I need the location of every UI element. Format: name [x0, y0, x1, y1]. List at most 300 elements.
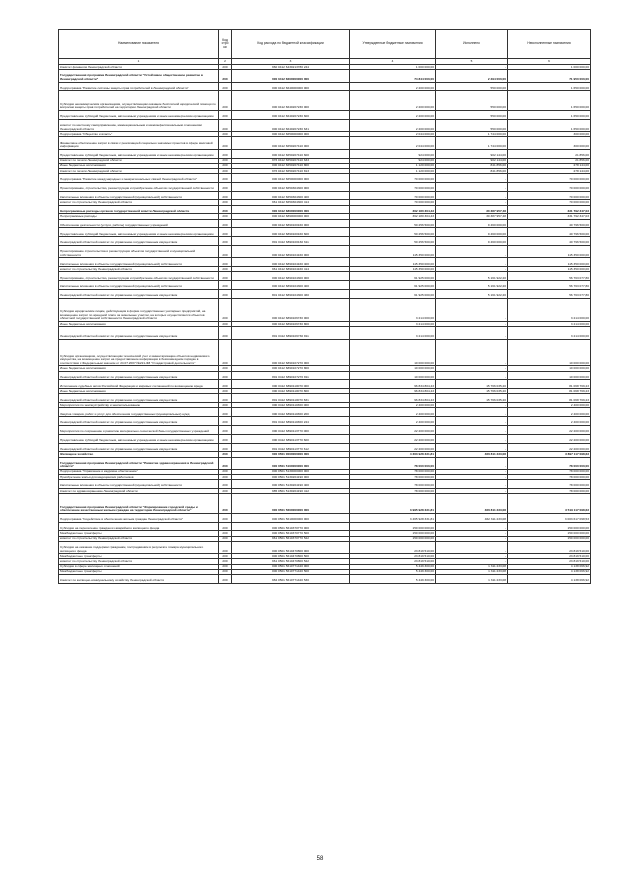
row-name: Предоставление субсидий бюджетным, автономным учреждениям и иным некоммерческим организациям [59, 149, 219, 158]
row-name: Ленинградский областной комитет по управлению государственным имуществом [59, 394, 219, 403]
row-executed: 9 460 000,00 [436, 228, 508, 237]
row-code: 200 [219, 200, 232, 205]
column-index: 5 [436, 59, 508, 65]
table-row [59, 246, 591, 258]
row-executed: - [436, 182, 508, 191]
row-name: Ленинградский областной комитет по управлению государственным имуществом [59, 371, 219, 380]
table-row [59, 82, 591, 91]
row-unexecuted: 78 000 000,00 [508, 489, 591, 494]
row-approved: 61 925 000,00 [350, 290, 436, 299]
table-row [59, 417, 591, 426]
row-code: 200 [219, 70, 232, 82]
row-approved: 362 180 304,43 [350, 205, 436, 214]
row-code: 200 [219, 339, 232, 366]
row-code: 200 [219, 403, 232, 408]
report-sheet [58, 29, 590, 584]
row-executed: - [436, 258, 508, 267]
row-executed: 5 161 922,20 [436, 281, 508, 290]
row-executed: 1 311 233,08 [436, 564, 508, 569]
row-name: Непрограммные расходы органов государственной власти Ленинградской области [59, 205, 219, 214]
row-executed: 550 000,00 [436, 110, 508, 119]
row-executed: - [436, 371, 508, 380]
table-row [59, 258, 591, 267]
row-budget-code: 984 0501 5610771420 530 [232, 574, 350, 583]
row-executed: 902 144,00 [436, 158, 508, 163]
row-budget-code: 000 0501 5610370770 000 [232, 522, 350, 531]
row-code: 200 [219, 366, 232, 371]
row-unexecuted: 150 000 000,00 [508, 536, 591, 541]
row-budget-code: 000 0412 6640207230 000 [232, 91, 350, 111]
row-approved: 50 256 500,00 [350, 228, 436, 237]
row-unexecuted: 10 000 000,00 [508, 371, 591, 380]
row-approved: 10 000 000,00 [350, 371, 436, 380]
row-executed: - [436, 366, 508, 371]
row-executed: 1 311 233,08 [436, 574, 508, 583]
row-name: Приобретение жилья для медицинских работников [59, 475, 219, 480]
row-unexecuted: 1 650 000,00 [508, 82, 591, 91]
row-budget-code: 000 0501 5130204190 000 [232, 475, 350, 480]
row-budget-code: 000 0412 6890107270 800 [232, 366, 350, 371]
row-approved: 23 819 510,00 [350, 554, 436, 559]
row-approved: 96 834 804,43 [350, 380, 436, 389]
row-unexecuted: 81 068 769,23 [508, 380, 591, 389]
row-name: Капитальные вложения в объекты государственной (муниципальной) собственности [59, 281, 219, 290]
row-approved: 78 000 000,00 [350, 480, 436, 489]
row-executed: - [436, 475, 508, 480]
row-name: Комитет финансов Ленинградской области [59, 65, 219, 70]
row-unexecuted: 115 350 000,00 [508, 258, 591, 267]
row-unexecuted: 56 763 077,80 [508, 290, 591, 299]
row-code: 200 [219, 327, 232, 339]
row-approved: 23 819 510,00 [350, 559, 436, 564]
row-name: Обеспечение деятельности (услуги, работы) государственных учреждений [59, 219, 219, 228]
row-name: Мероприятия по землеустройству и землепользованию [59, 403, 219, 408]
row-name: Субсидии юридическим лицам, действующим в форме государственных унитарных предприятий, на возмещение затрат по арендной плате за земельные участки, на которых осуществляется объектов областной государственной собственности Ленинградской области [59, 298, 219, 321]
row-executed: 902 144,00 [436, 149, 508, 158]
row-code: 200 [219, 574, 232, 583]
row-executed: 2 294 000,00 [436, 70, 508, 82]
row-code: 200 [219, 137, 232, 149]
row-name: Подпрограмма "Управление и кадровое обеспечение" [59, 469, 219, 474]
row-name: Межбюджетные трансферты [59, 531, 219, 536]
row-approved: 3 214 000,00 [350, 298, 436, 321]
row-budget-code: 961 0501 5610470800 522 [232, 559, 350, 564]
row-unexecuted: 1 650 000,00 [508, 91, 591, 111]
header-executed: Исполнено [436, 30, 508, 59]
row-name: Непрограммные расходы [59, 214, 219, 219]
row-executed: 550 000,00 [436, 91, 508, 111]
table-row [59, 522, 591, 531]
row-budget-code: 960 0412 6430213780 244 [232, 65, 350, 70]
row-code: 200 [219, 174, 232, 183]
row-name: Жилищное хозяйство [59, 452, 219, 457]
row-unexecuted: 70 000 000,00 [508, 200, 591, 205]
row-unexecuted: 40 796 500,00 [508, 228, 591, 237]
row-name: Государственная программа Ленинградской области "Развитие здравоохранения в Ленинградской области" [59, 457, 219, 469]
row-name: Иные бюджетные ассигнования [59, 389, 219, 394]
row-unexecuted: 115 350 000,00 [508, 267, 591, 272]
row-approved: 115 350 000,00 [350, 258, 436, 267]
row-executed: - [436, 246, 508, 258]
row-unexecuted: 1 000 000,00 [508, 65, 591, 70]
row-approved: 115 350 000,00 [350, 246, 436, 258]
row-approved: 61 925 000,00 [350, 272, 436, 281]
row-name: Проектирование, строительство, реконструкция и приобретение объектов государственной собственности [59, 272, 219, 281]
row-code: 200 [219, 237, 232, 246]
row-executed: 841 856,00 [436, 168, 508, 173]
row-budget-code: 000 0501 5610000000 000 [232, 513, 350, 522]
row-executed: 1 744 000,00 [436, 137, 508, 149]
row-budget-code: 000 0412 6890104300 000 [232, 272, 350, 281]
row-approved: 1 120 000,00 [350, 163, 436, 168]
row-name: Предоставление субсидий бюджетным, автономным учреждениям и иным некоммерческим организациям [59, 434, 219, 443]
table-row [59, 290, 591, 299]
row-budget-code: 000 0412 6890104160 000 [232, 246, 350, 258]
table-row [59, 513, 591, 522]
row-unexecuted: 10 000 000,00 [508, 366, 591, 371]
row-budget-code: 000 0501 5610470800 500 [232, 554, 350, 559]
row-unexecuted: 70 000 000,00 [508, 174, 591, 183]
row-executed: 841 856,00 [436, 163, 508, 168]
table-row [59, 541, 591, 553]
budget-execution-table [58, 29, 591, 584]
row-name: Иные бюджетные ассигнования [59, 322, 219, 327]
row-approved: 2 044 000,00 [350, 132, 436, 137]
row-name: Субсидии в сфере жилищных отношений [59, 564, 219, 569]
row-code: 200 [219, 149, 232, 158]
row-executed: 550 000,00 [436, 119, 508, 131]
row-code: 200 [219, 65, 232, 70]
row-code: 200 [219, 91, 232, 111]
row-unexecuted: 150 000 000,00 [508, 531, 591, 536]
row-unexecuted: 22 200 000,00 [508, 425, 591, 434]
row-budget-code: 000 0412 6890104160 400 [232, 258, 350, 267]
row-code: 200 [219, 564, 232, 569]
row-name: Капитальные вложения в объекты государственной (муниципальной) собственности [59, 191, 219, 200]
row-budget-code: 000 0412 6800000000 000 [232, 205, 350, 214]
row-budget-code: 000 0412 6890104300 400 [232, 281, 350, 290]
table-row [59, 119, 591, 131]
row-unexecuted: 300 000,00 [508, 137, 591, 149]
row-code: 200 [219, 513, 232, 522]
table-row [59, 380, 591, 389]
row-executed: 466 811 233,08 [436, 452, 508, 457]
row-unexecuted: 21 856,00 [508, 149, 591, 158]
row-name: Межбюджетные трансферты [59, 569, 219, 574]
row-budget-code: 801 0412 6890107270 811 [232, 371, 350, 380]
row-budget-code: 000 0412 6650304300 000 [232, 182, 350, 191]
row-budget-code: 000 0412 6890113770 600 [232, 434, 350, 443]
row-budget-code: 801 0412 6890110360 244 [232, 417, 350, 426]
row-budget-code: 801 0412 6890113770 612 [232, 443, 350, 452]
row-budget-code: 000 0412 6650207410 800 [232, 163, 350, 168]
row-executed: - [436, 200, 508, 205]
row-code: 200 [219, 298, 232, 321]
row-executed: - [436, 522, 508, 531]
row-code: 200 [219, 158, 232, 163]
row-budget-code: 000 0412 6650000000 000 [232, 132, 350, 137]
header-approved: Утвержденные бюджетные назначения [350, 30, 436, 59]
row-name: Подпрограмма "Общество и власть" [59, 132, 219, 137]
table-row [59, 327, 591, 339]
row-name: Ленинградский областной комитет по управлению государственным имуществом [59, 290, 219, 299]
row-unexecuted: 78 000 000,00 [508, 457, 591, 469]
row-executed: 9 460 000,00 [436, 219, 508, 228]
row-unexecuted: 56 763 077,80 [508, 272, 591, 281]
row-unexecuted: 115 350 000,00 [508, 246, 591, 258]
row-approved: 115 350 000,00 [350, 267, 436, 272]
row-budget-code: 000 0412 6650207410 600 [232, 149, 350, 158]
row-unexecuted: 2 400 000,00 [508, 408, 591, 417]
row-name: Комитет по жилищно-коммунальному хозяйству Ленинградской области [59, 574, 219, 583]
row-name: Субсидии на переселение граждан из аварийного жилищного фонда [59, 522, 219, 531]
row-code: 200 [219, 494, 232, 514]
row-approved: 2 200 000,00 [350, 119, 436, 131]
row-executed: - [436, 339, 508, 366]
row-name: Финансовое обеспечение затрат в связи с реализацией социально значимых проектов в сфере массовой информации [59, 137, 219, 149]
row-unexecuted: 78 000 000,00 [508, 475, 591, 480]
row-code: 200 [219, 536, 232, 541]
row-unexecuted: 1 650 000,00 [508, 119, 591, 131]
row-budget-code: 976 0412 6650207410 813 [232, 168, 350, 173]
row-executed: - [436, 434, 508, 443]
row-unexecuted: 22 200 000,00 [508, 443, 591, 452]
row-unexecuted: 21 856,00 [508, 158, 591, 163]
row-code: 200 [219, 132, 232, 137]
row-approved: 78 000 000,00 [350, 469, 436, 474]
row-approved: 70 000 000,00 [350, 191, 436, 200]
row-approved: 78 000 000,00 [350, 457, 436, 469]
row-approved: 150 000 000,00 [350, 536, 436, 541]
row-name: Ленинградский областной комитет по управлению государственным имуществом [59, 443, 219, 452]
row-name: Ленинградский областной комитет по управлению государственным имуществом [59, 237, 219, 246]
row-unexecuted: 40 796 500,00 [508, 237, 591, 246]
row-budget-code: 000 0412 6890110360 200 [232, 408, 350, 417]
row-executed: 30 387 957,48 [436, 214, 508, 219]
row-approved: 70 000 000,00 [350, 200, 436, 205]
table-row [59, 205, 591, 214]
row-name: Комитет по печати Ленинградской области [59, 158, 219, 163]
table-row [59, 110, 591, 119]
row-code: 200 [219, 205, 232, 214]
row-unexecuted: 150 000 000,00 [508, 522, 591, 531]
row-unexecuted: 331 792 347,03 [508, 214, 591, 219]
row-budget-code: 801 0412 6890100160 611 [232, 237, 350, 246]
column-index: 2 [219, 59, 232, 65]
row-approved: 924 000,00 [350, 158, 436, 163]
row-code: 200 [219, 258, 232, 267]
row-approved: 23 819 510,00 [350, 541, 436, 553]
row-name: комитет по строительству Ленинградской области [59, 559, 219, 564]
row-code: 200 [219, 394, 232, 403]
page-number: 58 [316, 856, 324, 862]
row-unexecuted: 78 000 000,00 [508, 480, 591, 489]
row-code: 200 [219, 469, 232, 474]
row-executed: 15 766 035,20 [436, 394, 508, 403]
row-executed: - [436, 443, 508, 452]
row-executed: 1 744 000,00 [436, 132, 508, 137]
row-budget-code: 000 0412 6890113770 000 [232, 425, 350, 434]
row-name: Подпрограмма "Содействие в обеспечении жильем граждан Ленинградской области" [59, 513, 219, 522]
row-unexecuted: 3 519 117 098,63 [508, 494, 591, 514]
row-name: Проектирование, строительство, реконструкция и приобретение объектов государственной собственности [59, 182, 219, 191]
table-row [59, 219, 591, 228]
row-approved: 5 449 300,00 [350, 564, 436, 569]
row-code: 200 [219, 569, 232, 574]
table-row [59, 70, 591, 82]
row-name: Иные бюджетные ассигнования [59, 366, 219, 371]
row-approved: 74 844 000,00 [350, 70, 436, 82]
row-unexecuted: 23 819 510,00 [508, 559, 591, 564]
row-name: Проектирование строительства и реконструкция объектов государственной и муниципальной собственности [59, 246, 219, 258]
row-budget-code: 000 0412 6890106730 000 [232, 298, 350, 321]
row-approved: 22 200 000,00 [350, 434, 436, 443]
row-unexecuted: 70 000 000,00 [508, 191, 591, 200]
table-row [59, 91, 591, 111]
row-executed: - [436, 298, 508, 321]
row-code: 200 [219, 219, 232, 228]
header-budget-code: Код расхода по бюджетной классификации [232, 30, 350, 59]
row-budget-code: 000 0501 5610771420 500 [232, 569, 350, 574]
row-approved: 22 200 000,00 [350, 425, 436, 434]
row-executed: - [436, 267, 508, 272]
table-row [59, 394, 591, 403]
row-approved: 70 000 000,00 [350, 182, 436, 191]
row-name: Предоставление субсидий бюджетным, автономным учреждениям и иным некоммерческим организациям [59, 110, 219, 119]
row-budget-code: 985 0501 5130204190 412 [232, 489, 350, 494]
row-name: Ленинградский областной комитет по управлению государственным имуществом [59, 327, 219, 339]
row-name: Комитет по здравоохранению Ленинградской области [59, 489, 219, 494]
row-budget-code: 000 0501 5600000000 000 [232, 494, 350, 514]
row-name: Капитальные вложения в объекты государственной (муниципальной) собственности [59, 258, 219, 267]
row-approved: 70 000 000,00 [350, 174, 436, 183]
row-approved: 4 363 928 331,81 [350, 452, 436, 457]
row-executed: 15 766 035,20 [436, 389, 508, 394]
row-unexecuted: 3 214 000,00 [508, 298, 591, 321]
row-code: 200 [219, 554, 232, 559]
row-unexecuted: 4 138 066,92 [508, 564, 591, 569]
row-approved: 3 214 000,00 [350, 322, 436, 327]
row-executed: - [436, 531, 508, 536]
row-name: Капитальные вложения в объекты государственной (муниципальной) собственности [59, 480, 219, 489]
row-name: Ленинградский областной комитет по управлению государственным имуществом [59, 417, 219, 426]
row-code: 200 [219, 434, 232, 443]
row-code: 200 [219, 214, 232, 219]
row-unexecuted: 81 068 769,23 [508, 389, 591, 394]
row-budget-code: 000 0412 6890100160 600 [232, 228, 350, 237]
table-row [59, 443, 591, 452]
row-code: 200 [219, 191, 232, 200]
row-budget-code: 961 0501 5610370770 522 [232, 536, 350, 541]
row-unexecuted: 300 000,00 [508, 132, 591, 137]
row-code: 200 [219, 246, 232, 258]
header-line-code: Код стро ки [219, 30, 232, 59]
table-row [59, 182, 591, 191]
row-unexecuted: 4 138 066,92 [508, 574, 591, 583]
row-unexecuted: 23 819 510,00 [508, 554, 591, 559]
row-budget-code: 801 0412 6890106730 811 [232, 327, 350, 339]
row-approved: 924 000,00 [350, 149, 436, 158]
row-executed: - [436, 536, 508, 541]
row-approved: 22 200 000,00 [350, 443, 436, 452]
table-row [59, 298, 591, 321]
row-executed: 550 000,00 [436, 82, 508, 91]
column-index: 6 [508, 59, 591, 65]
row-executed: 5 161 922,20 [436, 272, 508, 281]
table-row [59, 228, 591, 237]
row-executed: - [436, 469, 508, 474]
row-executed: 9 460 000,00 [436, 237, 508, 246]
row-name: Предоставление субсидий бюджетным, автономным учреждениям и иным некоммерческим организациям [59, 228, 219, 237]
row-name: комитет по строительству Ленинградской области [59, 200, 219, 205]
row-code: 200 [219, 489, 232, 494]
row-name: Государственная программа Ленинградской области "Устойчивое общественное развитие в Ленинградской области" [59, 70, 219, 82]
column-index: 4 [350, 59, 436, 65]
row-unexecuted: 10 000 000,00 [508, 339, 591, 366]
row-executed: - [436, 327, 508, 339]
row-name: Мероприятия по сохранению и развитию материально-технической базы государственных учреждений [59, 425, 219, 434]
row-code: 200 [219, 522, 232, 531]
row-name: Межбюджетные трансферты [59, 554, 219, 559]
row-executed: - [436, 554, 508, 559]
row-executed: - [436, 403, 508, 408]
row-approved: 50 256 500,00 [350, 237, 436, 246]
table-row [59, 339, 591, 366]
row-budget-code: 000 0412 6890110070 800 [232, 389, 350, 394]
row-approved: 3 214 000,00 [350, 327, 436, 339]
row-name: Иные бюджетные ассигнования [59, 163, 219, 168]
row-approved: 50 256 500,00 [350, 219, 436, 228]
row-executed: - [436, 559, 508, 564]
table-row [59, 281, 591, 290]
row-budget-code: 000 0412 6890000000 000 [232, 214, 350, 219]
row-budget-code: 000 0501 5130000000 000 [232, 469, 350, 474]
row-code: 200 [219, 380, 232, 389]
table-row [59, 174, 591, 183]
header-indicator-name: Наименование показателя [59, 30, 219, 59]
row-budget-code: 000 0501 5610771420 000 [232, 564, 350, 569]
row-approved: 5 449 300,00 [350, 574, 436, 583]
row-executed: 15 766 035,20 [436, 380, 508, 389]
row-unexecuted: 3 897 117 098,63 [508, 452, 591, 457]
row-unexecuted: 3 003 617 098,53 [508, 513, 591, 522]
row-budget-code: 000 0412 6650000000 000 [232, 174, 350, 183]
row-budget-code: 000 0412 6600000000 000 [232, 70, 350, 82]
row-approved: 2 200 000,00 [350, 91, 436, 111]
row-executed: 466 811 233,08 [436, 494, 508, 514]
row-budget-code: 000 0412 6890110070 000 [232, 380, 350, 389]
row-code: 200 [219, 475, 232, 480]
row-budget-code: 000 0412 6650304300 400 [232, 191, 350, 200]
row-budget-code: 801 0412 6890110070 831 [232, 394, 350, 403]
row-budget-code: 961 0412 6890104160 414 [232, 267, 350, 272]
row-unexecuted: 78 000 000,00 [508, 469, 591, 474]
row-approved: 2 400 000,00 [350, 408, 436, 417]
row-code: 200 [219, 163, 232, 168]
row-approved: 10 000 000,00 [350, 366, 436, 371]
row-budget-code: 976 0412 6650207410 633 [232, 158, 350, 163]
row-name: Государственная программа Ленинградской области "Формирование городской среды и обеспечение качественным жильем граждан на территории Ленинградской области" [59, 494, 219, 514]
row-approved: 2 400 000,00 [350, 417, 436, 426]
row-name: Подпрограмма "Развитие системы защиты прав потребителей в Ленинградской области" [59, 82, 219, 91]
row-executed: 30 387 957,48 [436, 205, 508, 214]
row-code: 200 [219, 408, 232, 417]
row-code: 200 [219, 110, 232, 119]
table-row [59, 191, 591, 200]
row-approved: 61 925 000,00 [350, 281, 436, 290]
row-unexecuted: 71 950 000,00 [508, 70, 591, 82]
row-budget-code: 000 0412 6640207230 600 [232, 110, 350, 119]
